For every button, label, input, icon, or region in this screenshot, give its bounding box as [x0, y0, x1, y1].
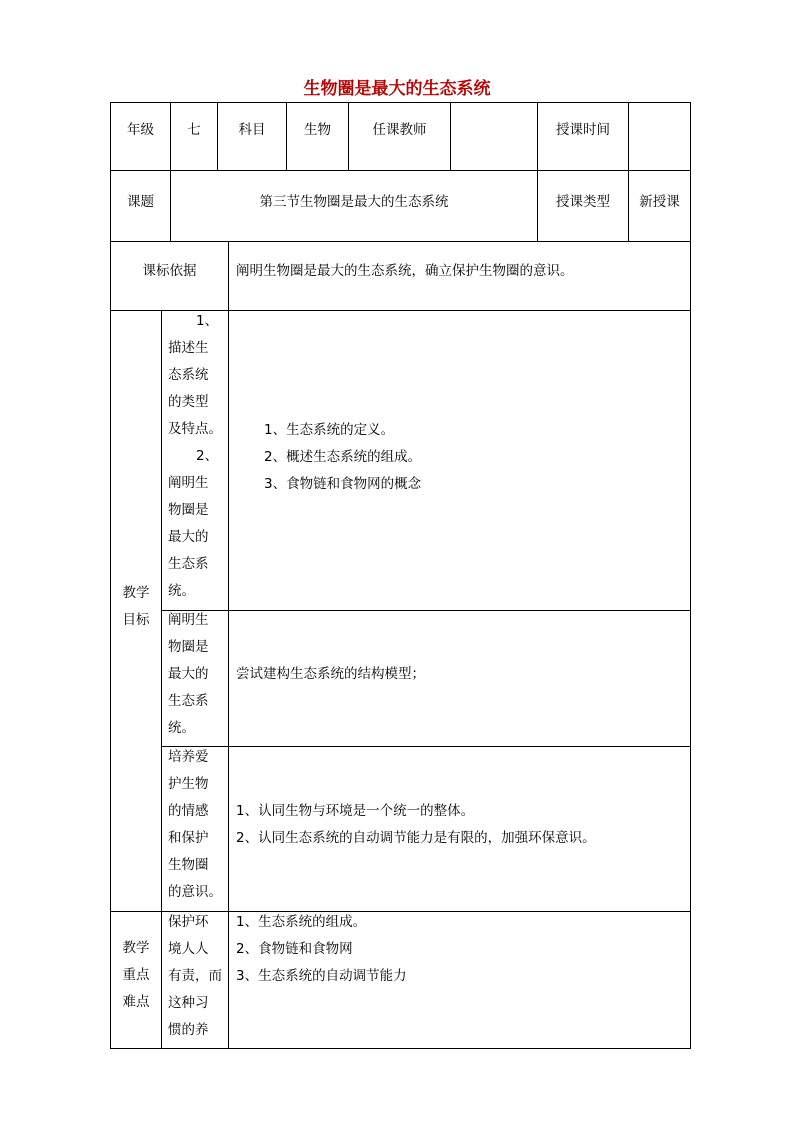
objective-1-category	[168, 308, 222, 605]
key-points-item: 2、食物链和食物网	[236, 941, 353, 957]
key-points-content	[236, 909, 407, 990]
grade-value: 七	[187, 122, 201, 138]
objective-3-line: 的意识。	[168, 884, 222, 900]
key-points-label	[111, 935, 161, 1016]
objective-3-line: 护生物	[168, 776, 209, 792]
objective-3-category	[168, 744, 222, 906]
objective-3-item: 2、认同生态系统的自动调节能力是有限的，加强环保意识。	[236, 830, 596, 846]
objective-1-line: 统。	[168, 583, 195, 599]
objective-1-content	[264, 417, 421, 498]
key-points-line: 惯的养	[168, 1022, 209, 1038]
objective-3-line: 和保护	[168, 830, 209, 846]
objective-2-line: 最大的	[168, 666, 209, 682]
objective-2-line: 阐明生	[168, 612, 209, 628]
objective-1-line: 的类型	[168, 394, 209, 410]
objective-1-line: 1、	[196, 313, 219, 329]
lesson-type-label: 授课类型	[556, 194, 610, 210]
objective-1-line: 2、	[196, 448, 219, 464]
objective-3-line: 的情感	[168, 803, 209, 819]
objective-3-line: 培养爱	[168, 749, 209, 765]
objective-1-line: 阐明生	[168, 475, 209, 491]
subject-value: 生物	[304, 122, 331, 138]
key-points-item: 3、生态系统的自动调节能力	[236, 968, 407, 984]
objective-2-line: 生态系	[168, 693, 209, 709]
key-points-line: 保护环	[168, 914, 209, 930]
document-title: 生物圈是最大的生态系统	[303, 79, 491, 99]
objective-2-category	[168, 607, 209, 742]
objective-1-line: 及特点。	[168, 421, 222, 437]
objective-2-content	[236, 661, 425, 688]
objective-3-content	[236, 798, 596, 852]
key-points-label-line: 教学	[122, 940, 150, 956]
objective-1-line: 态系统	[168, 367, 209, 383]
key-points-label-line: 难点	[122, 994, 150, 1010]
subject-label: 科目	[238, 122, 266, 138]
key-points-category	[168, 909, 222, 1044]
topic-label: 课题	[127, 194, 154, 210]
standard-label: 课标依据	[142, 263, 197, 279]
key-points-label-line: 重点	[122, 967, 150, 983]
objective-1-line: 物圈是	[168, 502, 209, 518]
objective-2-item: 尝试建构生态系统的结构模型；	[236, 666, 425, 682]
grade-label: 年级	[127, 122, 154, 138]
objective-2-line: 物圈是	[168, 639, 209, 655]
objective-1-item: 2、概述生态系统的组成。	[264, 449, 422, 465]
key-points-line: 境人人	[168, 941, 209, 957]
objectives-label-line2: 目标	[122, 612, 150, 628]
time-label: 授课时间	[556, 122, 610, 138]
objectives-label-line1: 教学	[122, 585, 150, 601]
key-points-item: 1、生态系统的组成。	[236, 914, 367, 930]
objective-3-item: 1、认同生物与环境是一个统一的整体。	[236, 803, 475, 819]
objective-1-line: 最大的	[168, 529, 209, 545]
lesson-type-value: 新授课	[639, 194, 680, 210]
objective-3-line: 生物圈	[168, 857, 209, 873]
topic-value: 第三节生物圈是最大的生态系统	[259, 194, 449, 210]
objective-2-line: 统。	[168, 720, 195, 736]
objective-1-item: 3、食物链和食物网的概念	[264, 476, 422, 492]
standard-value: 阐明生物圈是最大的生态系统，确立保护生物圈的意识。	[236, 263, 574, 279]
objective-1-line: 描述生	[168, 340, 209, 356]
objective-1-line: 生态系	[168, 556, 209, 572]
teacher-label: 任课教师	[372, 122, 427, 138]
objective-1-item: 1、生态系统的定义。	[264, 422, 395, 438]
key-points-line: 有责，而	[168, 968, 222, 984]
key-points-line: 这种习	[168, 995, 209, 1011]
